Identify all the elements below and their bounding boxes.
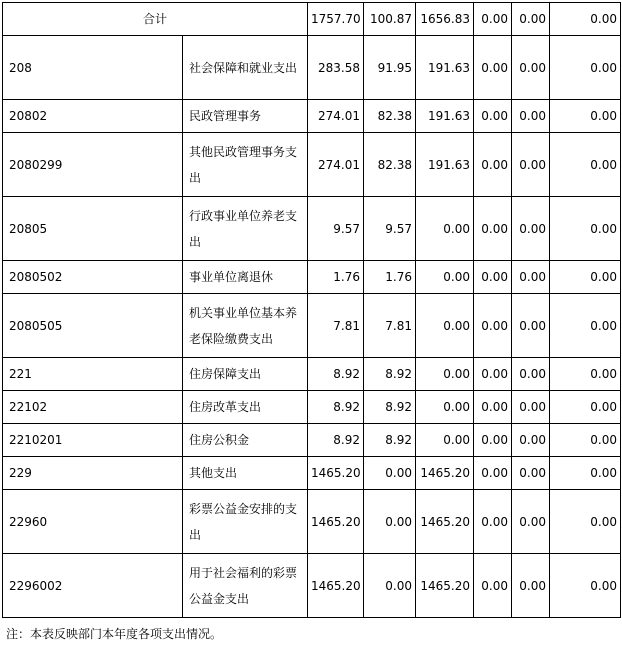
row-value: 1465.20 [416,457,474,490]
row-value: 7.81 [308,294,364,358]
row-code: 2080502 [3,261,183,294]
row-code: 208 [3,36,183,100]
row-value: 0.00 [474,358,512,391]
row-value: 0.00 [512,457,550,490]
row-value: 0.00 [474,36,512,100]
row-value: 0.00 [550,358,621,391]
row-name: 住房保障支出 [183,358,308,391]
row-value: 7.81 [364,294,416,358]
row-code: 221 [3,358,183,391]
row-name: 事业单位离退休 [183,261,308,294]
row-value: 0.00 [512,100,550,133]
row-value: 1.76 [308,261,364,294]
row-code: 2080299 [3,133,183,197]
row-value: 0.00 [550,424,621,457]
total-value: 0.00 [512,3,550,36]
row-value: 0.00 [474,391,512,424]
table-row [3,36,621,100]
row-value: 0.00 [512,197,550,261]
expenditure-table [2,2,621,618]
row-value: 1465.20 [416,554,474,618]
row-value: 0.00 [474,133,512,197]
row-value: 0.00 [474,197,512,261]
row-value: 0.00 [474,490,512,554]
row-value: 9.57 [308,197,364,261]
row-value: 91.95 [364,36,416,100]
row-value: 0.00 [550,294,621,358]
row-value: 0.00 [474,100,512,133]
row-code: 2296002 [3,554,183,618]
row-value: 274.01 [308,100,364,133]
row-value: 0.00 [512,36,550,100]
total-value: 0.00 [474,3,512,36]
row-value: 191.63 [416,133,474,197]
total-value: 1656.83 [416,3,474,36]
row-value: 0.00 [550,490,621,554]
row-value: 0.00 [512,490,550,554]
total-label: 合计 [3,3,308,36]
row-value: 0.00 [550,457,621,490]
row-value: 0.00 [512,133,550,197]
row-code: 22960 [3,490,183,554]
row-value: 1465.20 [416,490,474,554]
row-value: 0.00 [364,457,416,490]
row-value: 0.00 [512,424,550,457]
row-value: 0.00 [416,358,474,391]
row-code: 20802 [3,100,183,133]
row-value: 8.92 [308,391,364,424]
row-value: 0.00 [416,197,474,261]
table-row [3,294,621,358]
row-code: 2210201 [3,424,183,457]
row-value: 0.00 [550,197,621,261]
table-row [3,554,621,618]
row-value: 191.63 [416,100,474,133]
row-code: 22102 [3,391,183,424]
row-value: 8.92 [364,424,416,457]
table-note: 注：本表反映部门本年度各项支出情况。 [6,627,223,641]
row-code: 20805 [3,197,183,261]
row-value: 1.76 [364,261,416,294]
row-value: 1465.20 [308,490,364,554]
table-row [3,197,621,261]
row-name: 民政管理事务 [183,100,308,133]
row-name: 行政事业单位养老支出 [183,197,308,261]
row-code: 229 [3,457,183,490]
row-value: 0.00 [474,294,512,358]
row-name: 用于社会福利的彩票公益金支出 [183,554,308,618]
row-name: 彩票公益金安排的支出 [183,490,308,554]
row-value: 8.92 [308,358,364,391]
row-value: 191.63 [416,36,474,100]
row-code: 2080505 [3,294,183,358]
row-value: 0.00 [550,133,621,197]
row-value: 0.00 [512,261,550,294]
row-value: 82.38 [364,100,416,133]
row-value: 0.00 [512,358,550,391]
table-row [3,490,621,554]
row-value: 0.00 [512,391,550,424]
row-value: 0.00 [474,261,512,294]
row-value: 8.92 [364,391,416,424]
row-name: 社会保障和就业支出 [183,36,308,100]
row-name: 其他民政管理事务支出 [183,133,308,197]
table-row [3,261,621,294]
row-value: 8.92 [364,358,416,391]
row-value: 0.00 [512,294,550,358]
row-value: 0.00 [364,554,416,618]
row-value: 1465.20 [308,554,364,618]
total-value: 1757.70 [308,3,364,36]
row-value: 0.00 [416,294,474,358]
total-value: 0.00 [550,3,621,36]
table-row [3,457,621,490]
row-value: 274.01 [308,133,364,197]
row-value: 1465.20 [308,457,364,490]
row-value: 0.00 [416,261,474,294]
table-row [3,391,621,424]
row-value: 0.00 [474,457,512,490]
table-body [3,3,621,618]
table-row [3,358,621,391]
total-value: 100.87 [364,3,416,36]
table-row [3,100,621,133]
row-value: 0.00 [474,554,512,618]
row-name: 机关事业单位基本养老保险缴费支出 [183,294,308,358]
row-name: 其他支出 [183,457,308,490]
row-value: 0.00 [512,554,550,618]
table-row [3,424,621,457]
row-value: 0.00 [550,261,621,294]
row-value: 0.00 [550,36,621,100]
row-value: 0.00 [416,424,474,457]
row-value: 0.00 [416,391,474,424]
row-value: 9.57 [364,197,416,261]
row-value: 283.58 [308,36,364,100]
total-row [3,3,621,36]
row-value: 0.00 [364,490,416,554]
row-value: 0.00 [550,100,621,133]
row-value: 0.00 [474,424,512,457]
row-value: 0.00 [550,391,621,424]
row-value: 8.92 [308,424,364,457]
table-row [3,133,621,197]
row-name: 住房改革支出 [183,391,308,424]
row-value: 0.00 [550,554,621,618]
row-name: 住房公积金 [183,424,308,457]
row-value: 82.38 [364,133,416,197]
